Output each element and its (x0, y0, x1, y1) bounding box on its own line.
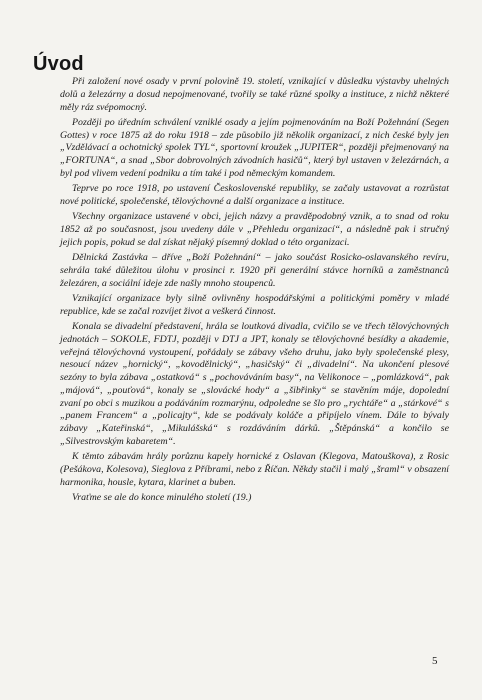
paragraph: Všechny organizace ustavené v obci, jejich názvy a pravděpodobný vznik, a to snad od roku 1852 až po současnost, jsou uvedeny dále v „Přehledu organizací“, a následně pak i stručný jejich popis, pokud se dal získat nějaký písemný doklad o této organizaci. (60, 211, 449, 248)
paragraph: Dělnická Zastávka – dříve „Boží Požehnání“ – jako součást Rosicko-oslavanského revíru, sehrála také důležitou úlohu v prosinci r. 1920 při generální stávce horníků a zaměstnanců železáren, a sociální ideje zde našly mnoho stoupenců. (60, 252, 449, 289)
body-text (60, 76, 449, 507)
section-title: Úvod (33, 53, 84, 76)
paragraph: K těmto zábavám hrály porůznu kapely hornické z Oslavan (Klegova, Matouškova), z Rosic (Pešákova, Kolesova), Sieglova z Příbrami, nebo z Říčan. Někdy stačil i malý „šraml“ v obsazení harmonika, housle, kytara, klarinet a buben. (60, 451, 449, 488)
paragraph: Teprve po roce 1918, po ustavení Československé republiky, se začaly ustavovat a rozrůstat nové politické, společenské, tělovýchovné a další organizace a instituce. (60, 183, 449, 207)
page-number: 5 (432, 655, 438, 667)
paragraph: Konala se divadelní představení, hrála se loutková divadla, cvičilo se ve třech tělovýchovných jednotách – SOKOLE, FDTJ, později v DTJ a JPT, konaly se tělovýchovné besídky a akademie, veřejná tělovýchovná vystoupení, pořádaly se zábavy všeho druhu, jako byly společenské plesy, nesoucí název „hornický“, „kovodělnický“, „hasičský“ či „divadelní“. Na ukončení plesové sezóny to byla zábava „ostatková“ s „pochováváním basy“, na Velikonoce – „pomlázková“, pak „májová“, „pouťová“, konaly se „slovácké hody“ a „šibřinky“ se stavěním máje, dopolední zvaní po obci s muzikou a podáváním rozmarýnu, odpoledne se šlo pro „rychtáře“ a „stárkové“ s „panem Francem“ a „policajty“, kde se podávaly koláče a připíjelo vínem. Dále to bývaly zábavy „Kateřinská“, „Mikulášská“ s rozdáváním dárků. „Štěpánská“ a končilo se „Silvestrovským kabaretem“. (60, 321, 449, 447)
paragraph: Vraťme se ale do konce minulého století (19.) (72, 492, 252, 503)
paragraph: Při založení nové osady v první polovině 19. století, vznikající v důsledku výstavby uhelných dolů a železárny a dosud nepojmenované, tvořily se také různé spolky a instituce, z nichž některé měly ráz svépomocný. (60, 76, 449, 113)
paragraph: Později po úředním schválení vzniklé osady a jejím pojmenováním na Boží Požehnání (Segen Gottes) v roce 1875 až do roku 1918 – zde působilo již několik organizací, z nich české byly jen „Vzdělávací a ochotnický spolek TYL“, sportovní kroužek „JUPITER“, později přejmenovaný na „FORTUNA“, a snad „Sbor dobrovolných závodních hasičů“, který byl ustaven v železárnách, a byl pod vlivem vedení podniku a tím také i pod německým komandem. (60, 116, 449, 179)
paragraph: Vznikající organizace byly silně ovlivněny hospodářskými a politickými poměry v mladé republice, kde se začal rozvíjet život a veškerá činnost. (60, 292, 449, 317)
